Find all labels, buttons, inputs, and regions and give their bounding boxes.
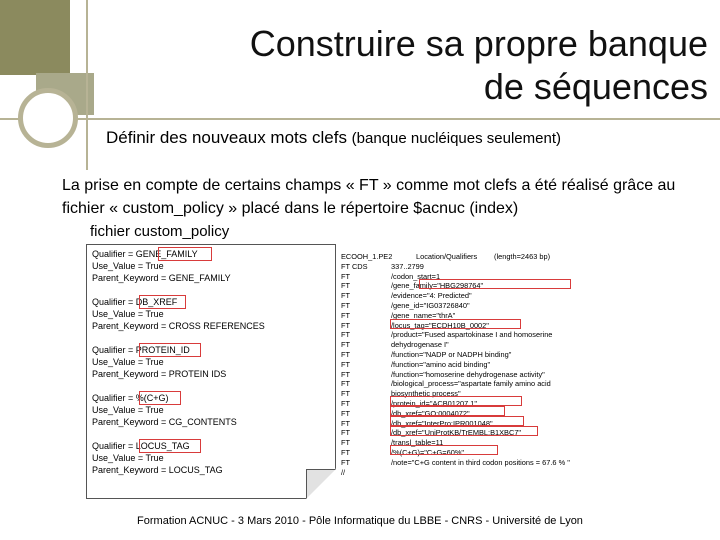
embl-row-key: FT: [341, 349, 351, 359]
embl-row-key: FT: [341, 281, 351, 291]
policy-parent-keyword: Parent_Keyword = LOCUS_TAG: [92, 465, 223, 475]
slide-title: [128, 22, 708, 108]
embl-row-value: dehydrogenase I": [391, 340, 449, 350]
policy-use-value: Use_Value = True: [92, 405, 164, 415]
policy-parent-keyword: Parent_Keyword = GENE_FAMILY: [92, 273, 231, 283]
embl-row-key: FT: [341, 379, 351, 389]
document-fold-corner: [306, 469, 336, 499]
highlight-box: [390, 426, 538, 436]
slide-footer: Formation ACNUC - 3 Mars 2010 - Pôle Informatique du LBBE - CNRS - Université de Lyon: [137, 515, 583, 527]
slide-paragraph: La prise en compte de certains champs « FT » comme mot clefs a été réalisé grâce au fichier « custom_policy » placé dans le répertoire $acnuc (index): [62, 177, 676, 217]
embl-row-value: /biological_process="aspartate family amino acid: [391, 379, 551, 389]
embl-row-key: FT: [341, 369, 351, 379]
highlight-box: [390, 445, 498, 455]
embl-row-value: /transl_table=11: [391, 438, 444, 448]
policy-qualifier: Qualifier = GENE_FAMILY: [92, 249, 198, 259]
embl-row-value: biosynthetic process": [391, 389, 461, 399]
embl-row-key: FT: [341, 398, 351, 408]
embl-row-value: /function="amino acid binding": [391, 359, 491, 369]
highlight-box: [139, 343, 201, 357]
embl-row-key: FT: [341, 408, 351, 418]
embl-row-key: FT: [341, 310, 351, 320]
embl-row-value: /evidence="4: Predicted": [391, 291, 472, 301]
embl-row-key: FT: [341, 418, 351, 428]
highlight-box: [139, 391, 181, 405]
embl-row-value: /locus_tag="ECDH10B_0002": [391, 320, 489, 330]
highlight-box: [390, 319, 521, 329]
policy-parent-keyword: Parent_Keyword = CROSS REFERENCES: [92, 321, 265, 331]
policy-qualifier: Qualifier = PROTEIN_ID: [92, 345, 190, 355]
embl-row-value: /db_xref="GO:0004072": [391, 408, 470, 418]
highlight-box: [419, 279, 571, 289]
decor-horizontal-rule: [0, 118, 720, 120]
policy-use-value: Use_Value = True: [92, 357, 164, 367]
subtitle-main: Définir des nouveaux mots clefs: [106, 128, 352, 147]
embl-row-value: /product="Fused aspartokinase I and homoserine: [391, 330, 553, 340]
embl-row-value: /protein_id="ACB01207.1": [391, 398, 477, 408]
highlight-box: [158, 247, 212, 261]
policy-use-value: Use_Value = True: [92, 453, 164, 463]
slide-title-line2: de séquences: [483, 66, 708, 107]
embl-length: (length=2463 bp): [494, 252, 551, 261]
embl-row-value: /gene_name="thrA": [391, 310, 456, 320]
embl-row-key: FT: [341, 447, 351, 457]
highlight-box: [139, 295, 186, 309]
policy-parent-keyword: Parent_Keyword = CG_CONTENTS: [92, 417, 237, 427]
embl-row-key: FT: [341, 300, 351, 310]
decor-vertical-rule: [86, 0, 88, 170]
embl-row-value: /function="homoserine dehydrogenase activity": [391, 369, 545, 379]
policy-qualifier: Qualifier = %(C+G): [92, 393, 169, 403]
embl-row-key: FT: [341, 457, 351, 467]
embl-location-label: Location/Qualifiers: [416, 252, 478, 261]
embl-row-value: /function="NADP or NADPH binding": [391, 349, 512, 359]
embl-row-key: FT: [341, 320, 351, 330]
slide-title-line1: Construire sa propre banque: [249, 23, 708, 64]
highlight-box: [390, 396, 522, 406]
embl-row-key: FT: [341, 330, 351, 340]
decor-circle: [18, 88, 78, 148]
highlight-box: [390, 416, 524, 426]
subtitle-note: (banque nucléiques seulement): [351, 130, 561, 147]
policy-qualifier: Qualifier = LOCUS_TAG: [92, 441, 190, 451]
embl-row-value: /db_xref="InterPro:IPR001048": [391, 418, 493, 428]
embl-row-value: 337..2799: [391, 261, 424, 271]
highlight-box: [139, 439, 201, 453]
embl-row-key: //: [341, 467, 346, 477]
file-label: fichier custom_policy: [90, 223, 230, 240]
embl-row-key: FT: [341, 291, 351, 301]
embl-row-key: FT CDS: [341, 261, 368, 271]
policy-parent-keyword: Parent_Keyword = PROTEIN IDS: [92, 369, 227, 379]
embl-row-key: FT: [341, 271, 351, 281]
embl-row-value: /%(C+G)="C+G=60%": [391, 447, 465, 457]
embl-row-value: /db_xref="UniProtKB/TrEMBL:B1XBC7": [391, 428, 522, 438]
embl-row-value: /gene_id="IG03726840": [391, 300, 470, 310]
embl-row-key: FT: [341, 389, 351, 399]
embl-row-key: FT: [341, 428, 351, 438]
policy-qualifier: Qualifier = DB_XREF: [92, 297, 178, 307]
embl-row-value: /note="C+G content in third codon positions = 67.6 % ": [391, 457, 570, 467]
embl-row-value: /gene_family="HBG298764": [391, 281, 484, 291]
slide-subtitle: [106, 128, 561, 148]
highlight-box: [390, 406, 505, 416]
embl-row-key: FT: [341, 438, 351, 448]
policy-use-value: Use_Value = True: [92, 309, 164, 319]
embl-row-key: FT: [341, 359, 351, 369]
embl-entry-id: ECOOH_1.PE2: [341, 252, 393, 261]
decor-square-dark: [0, 0, 70, 75]
policy-use-value: Use_Value = True: [92, 261, 164, 271]
embl-row-value: /codon_start=1: [391, 271, 441, 281]
embl-row-key: FT: [341, 340, 351, 350]
